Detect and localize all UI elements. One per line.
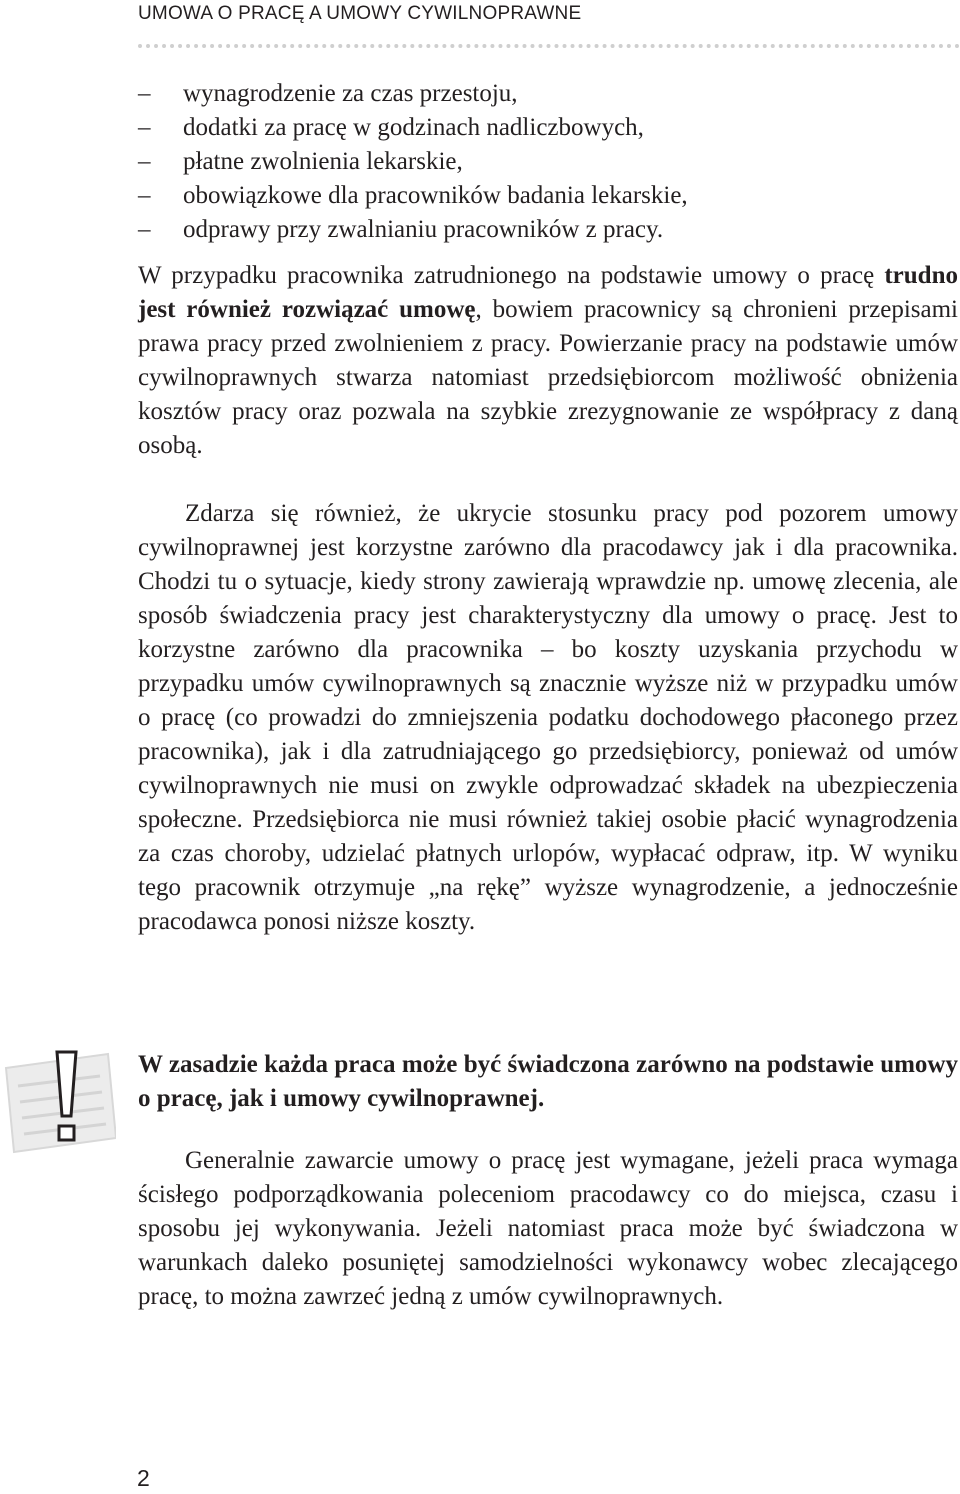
list-dash: – [138, 216, 151, 243]
page-number: 2 [137, 1465, 150, 1491]
list-item [138, 179, 958, 213]
list-item [138, 111, 958, 145]
paragraph-employment-protection [138, 259, 958, 463]
cost-list [138, 77, 958, 247]
list-item [138, 213, 958, 247]
header-divider [138, 44, 960, 48]
highlighted-principle: W zasadzie każda praca może być świadczona zarówno na podstawie umowy o pracę, jak i umowy cywilnoprawnej. [138, 1051, 958, 1112]
list-item-text: dodatki za pracę w godzinach nadliczbowych, [183, 114, 644, 141]
list-item [138, 145, 958, 179]
list-dash: – [138, 148, 151, 175]
paragraph-hidden-employment: Zdarza się również, że ukrycie stosunku pracy pod pozorem umowy cywilnoprawnej jest korzystne zarówno dla pracodawcy jak i dla pracownika. Chodzi tu o sytuacje, kiedy strony zawierają wprawdzie np. umowę zlecenia, ale sposób świadczenia pracy jest charakterystyczny dla umowy o pracę. Jest to korzystne zarówno dla pracownika – bo koszty uzyskania przychodu w przypadku umów cywilnoprawnych są znacznie wyższe niż w przypadku umów o pracę (co prowadzi do zmniejszenia podatku dochodowego płaconego przez pracownika), jak i dla zatrudniającego go przedsiębiorcy, ponieważ od umów cywilnoprawnych nie musi on zwykle odprowadzać składek na ubezpieczenia społeczne. Przedsiębiorca nie musi również takiej osobie płacić wynagrodzenia za czas choroby, udzielać płatnych urlopów, wypłacać odpraw, itp. W wyniku tego pracownik otrzymuje „na rękę” wyższe wynagrodzenie, a jednocześnie pracodawca ponosi niższe koszty. [138, 500, 958, 935]
paragraph-text: W przypadku pracownika zatrudnionego na podstawie umowy o pracę [138, 262, 885, 289]
list-item-text: płatne zwolnienia lekarskie, [183, 148, 463, 175]
exclamation-document-icon [0, 1046, 116, 1162]
list-dash: – [138, 80, 151, 107]
list-item-text: wynagrodzenie za czas przestoju, [183, 80, 518, 107]
list-item [138, 77, 958, 111]
list-item-text: odprawy przy zwalnianiu pracowników z pracy. [183, 216, 664, 243]
list-dash: – [138, 114, 151, 141]
running-head-title: UMOWA O PRACĘ A UMOWY CYWILNOPRAWNE [138, 3, 582, 24]
paragraph-text: , bowiem pracownicy są chronieni przepisami prawa pracy przed zwolnieniem z pracy. Powierzanie pracy na podstawie umów cywilnoprawnych stwarza natomiast przedsiębiorcom możliwość obniżenia kosztów pracy oraz pozwala na szybkie zrezygnowanie ze współpracy z daną osobą. [138, 296, 958, 459]
bold-phrase: trudno jest również rozwiązać umowę [138, 262, 958, 323]
paragraph-contract-choice: Generalnie zawarcie umowy o pracę jest wymagane, jeżeli praca wymaga ścisłego podporządkowania poleceniom pracodawcy co do miejsca, czasu i sposobu jej wykonywania. Jeżeli natomiast praca może być świadczona w warunkach daleko posuniętej samodzielności wykonawcy wobec zlecającego pracę, to można zawrzeć jedną z umów cywilnoprawnych. [138, 1147, 958, 1310]
list-dash: – [138, 182, 151, 209]
list-item-text: obowiązkowe dla pracowników badania lekarskie, [183, 182, 688, 209]
